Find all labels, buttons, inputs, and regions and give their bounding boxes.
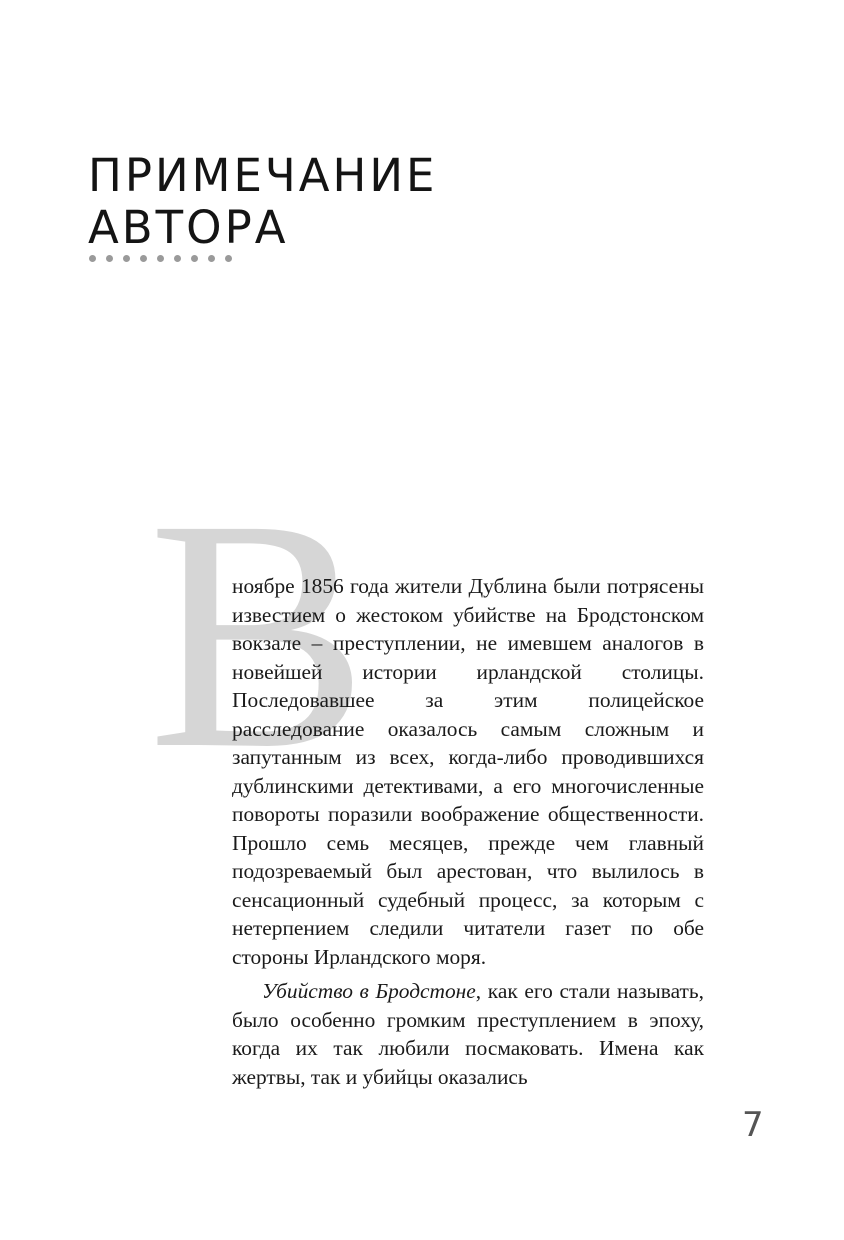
ornament-dot: [174, 255, 181, 262]
ornament-dot: [157, 255, 164, 262]
drop-cap: В: [148, 452, 369, 817]
page-number: 7: [742, 1105, 764, 1145]
book-title-italic: Убийство в Бродстоне: [262, 979, 476, 1003]
ornament-dot: [225, 255, 232, 262]
ornament-dot: [191, 255, 198, 262]
paragraph-2-text: , как его стали называть, было особенно громким преступлением в эпоху, когда их так любили посмаковать. Имена как жертвы, так и убийцы оказались: [232, 979, 704, 1089]
ornament-dot: [89, 255, 96, 262]
paragraph-1: ноябре 1856 года жители Дублина были потрясены известием о жестоком убийстве на Бродстонском вокзале – преступлении, не имевшем аналогов в новейшей истории ирландской столицы. Последовавшее за этим полицейское расследование оказалось самым сложным и запутанным из всех, когда-либо проводившихся дублинскими детективами, а его многочисленные повороты поразили воображение общественности. Прошло семь месяцев, прежде чем главный подозреваемый был арестован, что вылилось в сенсационный судебный процесс, за которым с нетерпением следили читатели газет по обе стороны Ирландского моря.: [232, 574, 704, 969]
ornament-dot: [123, 255, 130, 262]
ornament-dot: [140, 255, 147, 262]
chapter-title-line-1: ПРИМЕЧАНИЕ: [88, 149, 438, 202]
chapter-title-line-2: АВТОРА: [88, 201, 289, 254]
title-ornament-dots: [89, 255, 232, 262]
chapter-title: [88, 150, 437, 254]
main-text: [232, 572, 704, 1091]
ornament-dot: [106, 255, 113, 262]
paragraph-2: [232, 977, 704, 1091]
ornament-dot: [208, 255, 215, 262]
